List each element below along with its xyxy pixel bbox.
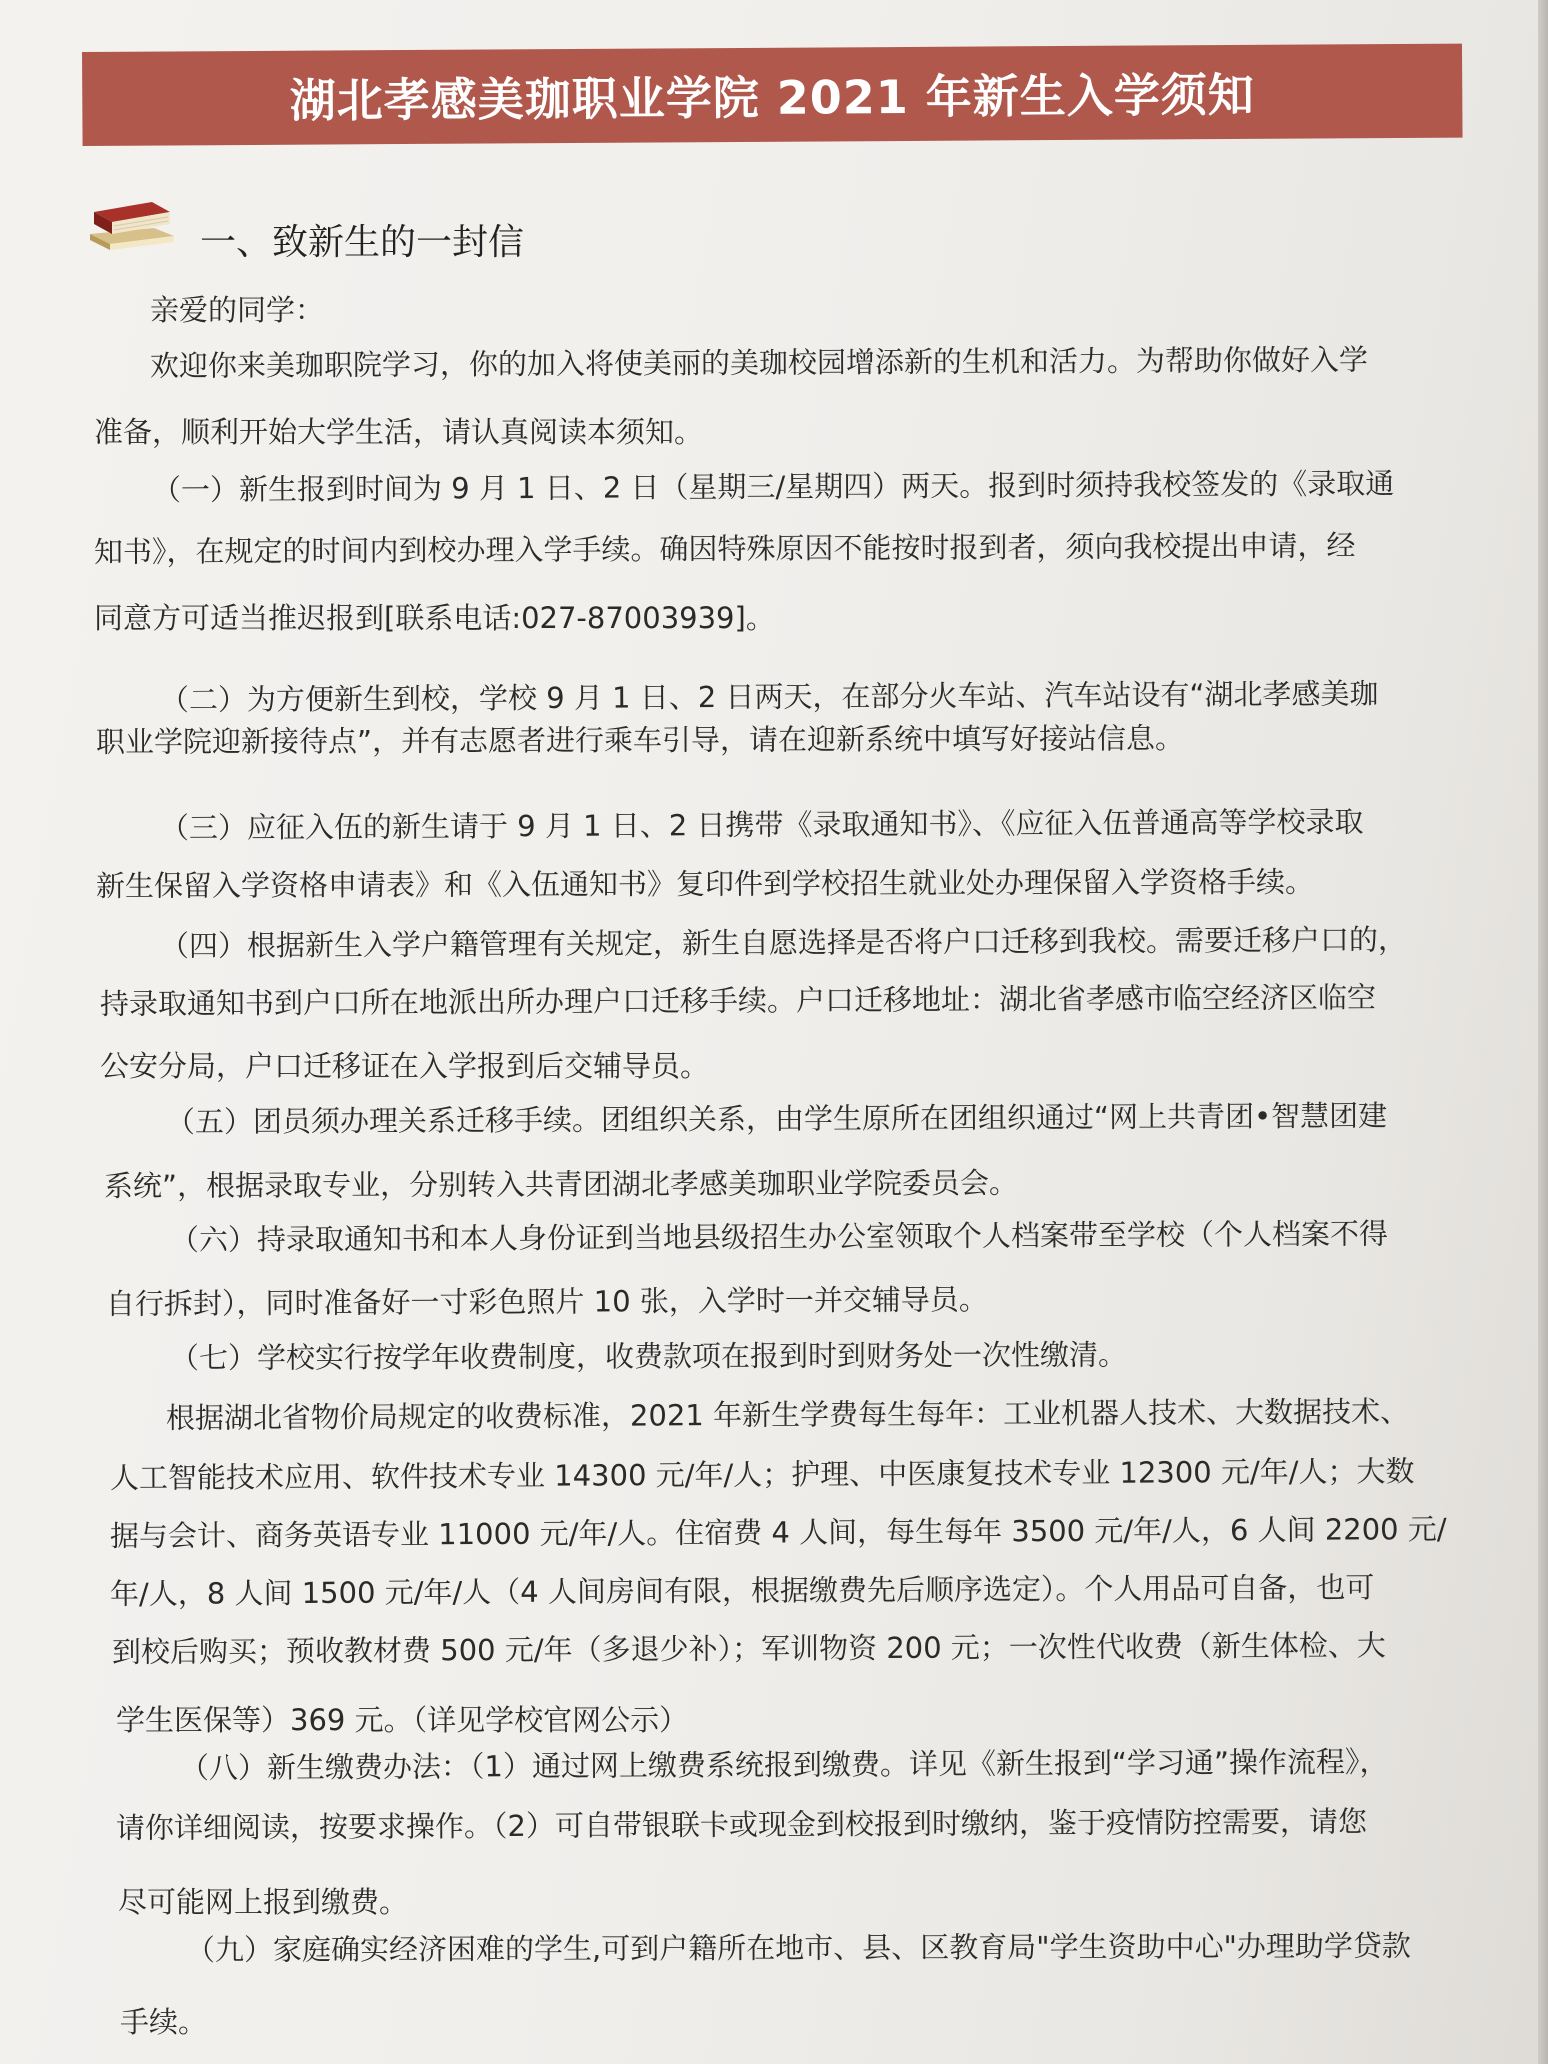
body-line: 学生医保等）369 元。（详见学校官网公示） <box>116 1703 689 1737</box>
document-title: 湖北孝感美珈职业学院 2021 年新生入学须知 <box>289 67 1255 128</box>
body-line: （二）为方便新生到校，学校 9 月 1 日、2 日两天，在部分火车站、汽车站设有“湖北孝感美珈 <box>159 676 1379 717</box>
book-stack-icon <box>84 190 176 254</box>
body-line: （六）持录取通知书和本人身份证到当地县级招生办公室领取个人档案带至学校（个人档案不得 <box>169 1216 1389 1257</box>
body-line: 自行拆封），同时准备好一寸彩色照片 10 张，入学时一并交辅导员。 <box>105 1282 988 1321</box>
body-line: 系统”，根据录取专业，分别转入共青团湖北孝感美珈职业学院委员会。 <box>103 1165 1019 1203</box>
body-line: 知书》，在规定的时间内到校办理入学手续。确因特殊原因不能按时报到者，须向我校提出申请，经 <box>93 528 1356 569</box>
body-line: 人工智能技术应用、软件技术专业 14300 元/年/人；护理、中医康复技术专业 12300 元/年/人；大数 <box>109 1454 1415 1495</box>
body-line: 手续。 <box>120 2005 208 2039</box>
body-line: （八）新生缴费办法：（1）通过网上缴费系统报到缴费。详见《新生报到“学习通”操作流程》， <box>179 1744 1389 1785</box>
body-line: 持录取通知书到户口所在地派出所办理户口迁移手续。户口迁移地址：湖北省孝感市临空经济区临空 <box>99 980 1377 1021</box>
body-line: 根据湖北省物价局规定的收费标准，2021 年新生学费每生每年：工业机器人技术、大数据技术、 <box>165 1394 1410 1435</box>
body-line: （七）学校实行按学年收费制度，收费款项在报到时到财务处一次性缴清。 <box>169 1337 1128 1375</box>
body-line: （三）应征入伍的新生请于 9 月 1 日、2 日携带《录取通知书》、《应征入伍普通高等学校录取 <box>159 804 1364 845</box>
body-line: 公安分局，户口迁移证在入学报到后交辅导员。 <box>100 1049 710 1083</box>
body-line: （九）家庭确实经济困难的学生,可到户籍所在地市、县、区教育局"学生资助中心"办理助学贷款 <box>185 1928 1411 1967</box>
body-line: 请你详细阅读，按要求操作。（2）可自带银联卡或现金到校报到时缴纳，鉴于疫情防控需要，请您 <box>115 1804 1368 1845</box>
body-line: 到校后购买；预收教材费 500 元/年（多退少补）；军训物资 200 元；一次性代收费（新生体检、大 <box>111 1628 1386 1669</box>
body-line: 欢迎你来美珈职院学习，你的加入将使美丽的美珈校园增添新的生机和活力。为帮助你做好入学 <box>149 342 1369 383</box>
body-line: 尽可能网上报到缴费。 <box>118 1885 409 1919</box>
body-line: 据与会计、商务英语专业 11000 元/年/人。住宿费 4 人间，每生每年 3500 元/年/人，6 人间 2200 元/ <box>109 1512 1447 1553</box>
title-banner <box>82 44 1463 146</box>
body-line: 年/人，8 人间 1500 元/年/人（4 人间房间有限，根据缴费先后顺序选定）。个人用品可自备，也可 <box>109 1570 1375 1611</box>
body-line: 准备，顺利开始大学生活，请认真阅读本须知。 <box>94 415 704 449</box>
body-line: （五）团员须办理关系迁移手续。团组织关系，由学生原所在团组织通过“网上共青团•智慧团建 <box>165 1098 1388 1139</box>
salutation: 亲爱的同学： <box>150 293 325 327</box>
body-line: （四）根据新生入学户籍管理有关规定，新生自愿选择是否将户口迁移到我校。需要迁移户口的， <box>159 922 1408 963</box>
body-line: 职业学院迎新接待点”，并有志愿者进行乘车引导，请在迎新系统中填写好接站信息。 <box>95 721 1185 759</box>
body-line: 同意方可适当推迟报到[联系电话:027-87003939]。 <box>94 601 775 635</box>
body-line: 新生保留入学资格申请表》和《入伍通知书》复印件到学校招生就业处办理保留入学资格手续。 <box>95 864 1315 903</box>
body-line: （一）新生报到时间为 9 月 1 日、2 日（星期三/星期四）两天。报到时须持我校签发的《录取通 <box>151 466 1395 507</box>
page-edge <box>1538 0 1548 2064</box>
section-heading: 一、致新生的一封信 <box>200 222 525 263</box>
